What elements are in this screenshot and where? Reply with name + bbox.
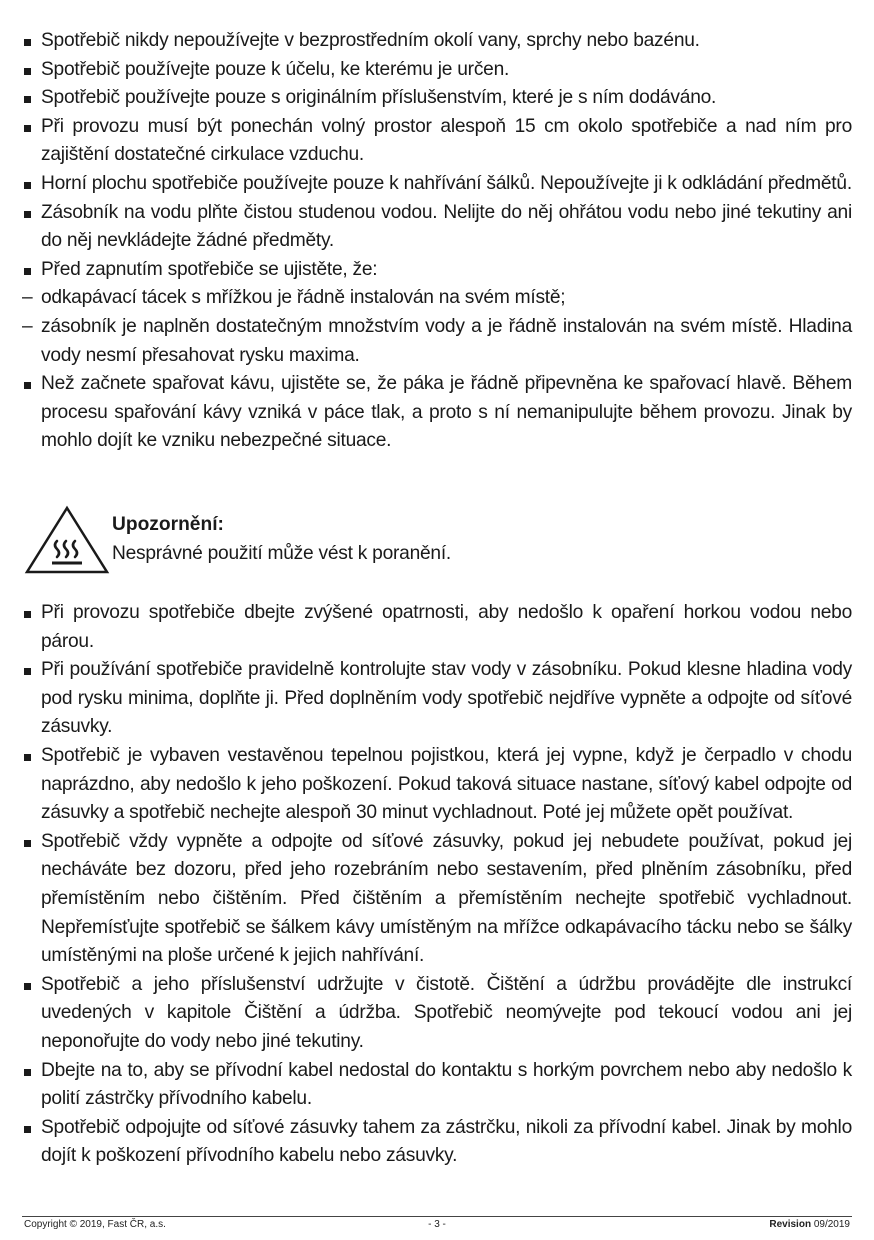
hot-surface-warning-icon: [24, 505, 110, 575]
list-item: [22, 256, 852, 285]
bullet-marker: [24, 39, 31, 46]
list-item-text: Než začnete spařovat kávu, ujistěte se, že páka je řádně připevněna ke spařovací hlavě. Během procesu spařování kávy vzniká v páce tlak, a proto s ní nemanipulujte během provozu. Jinak by mohlo dojít ke vzniku nebezpečné situace.: [41, 373, 852, 452]
bullet-marker: [24, 1126, 31, 1133]
dash-marker: –: [22, 287, 33, 309]
list-item-text: Zásobník na vodu plňte čistou studenou vodou. Nelijte do něj ohřátou vodu nebo jiné tekutiny ani do něj nevkládejte žádné předměty.: [41, 201, 852, 252]
bullet-marker: [24, 983, 31, 990]
list-item-text: Horní plochu spotřebiče používejte pouze k nahřívání šálků. Nepoužívejte ji k odkládání předmětů.: [41, 172, 852, 194]
list-item: [22, 170, 852, 199]
sub-list-item: [22, 284, 852, 313]
footer-revision-value: 09/2019: [813, 1219, 850, 1230]
list-item: [22, 742, 852, 828]
bullet-marker: [24, 1069, 31, 1076]
footer-revision-label: Revision: [769, 1219, 812, 1230]
list-item: [22, 370, 852, 456]
list-item-text: zásobník je naplněn dostatečným množstvím vody a je řádně instalován na svém místě. Hladina vody nesmí přesahovat rysku maxima.: [41, 315, 852, 366]
bullet-marker: [24, 611, 31, 618]
list-item: [22, 828, 852, 971]
bullet-marker: [24, 754, 31, 761]
bullet-marker: [24, 211, 31, 218]
bullet-marker: [24, 68, 31, 75]
list-item-text: Při provozu musí být ponechán volný prostor alespoň 15 cm okolo spotřebiče a nad ním pro zajištění dostatečné cirkulace vzduchu.: [41, 115, 852, 166]
safety-list-top: [22, 27, 852, 456]
list-item-text: Spotřebič je vybaven vestavěnou tepelnou pojistkou, která jej vypne, když je čerpadlo v chodu naprázdno, aby nedošlo k jeho poškození. Pokud taková situace nastane, síťový kabel odpojte od zásuvky a spotřebič nechejte alespoň 30 minut vychladnout. Poté jej můžete opět používat.: [41, 744, 852, 824]
bullet-marker: [24, 125, 31, 132]
list-item-text: Spotřebič odpojujte od síťové zásuvky tahem za zástrčku, nikoli za přívodní kabel. Jinak by mohlo dojít k poškození přívodního kabelu nebo zásuvky.: [41, 1116, 852, 1167]
list-item-text: Spotřebič používejte pouze s originálním příslušenstvím, které je s ním dodáváno.: [41, 87, 717, 109]
bullet-marker: [24, 668, 31, 675]
list-item-text: Spotřebič vždy vypněte a odpojte od síťové zásuvky, pokud jej nebudete používat, pokud jej necháváte bez dozoru, před jeho rozebráním nebo sestavením, před plněním zásobníku, před přemístěním nebo čištěním. Před čištěním a přemístěním nechejte spotřebič vychladnout. Nepřemísťujte spotřebič se šálkem kávy umístěným na mřížce odkapávacího tácku nebo se šálky umístěnými na ploše určené k jejich nahřívání.: [41, 830, 852, 967]
bullet-marker: [24, 382, 31, 389]
list-item-text: Spotřebič nikdy nepoužívejte v bezprostředním okolí vany, sprchy nebo bazénu.: [41, 30, 700, 51]
list-item-text: Spotřebič používejte pouze k účelu, ke kterému je určen.: [41, 58, 510, 80]
warning-title: Upozornění:: [112, 514, 224, 535]
list-item: [22, 56, 852, 85]
list-item: [22, 113, 852, 170]
list-item-text: Dbejte na to, aby se přívodní kabel nedostal do kontaktu s horkým povrchem nebo aby nedošlo k polití zástrčky přívodního kabelu.: [41, 1059, 852, 1110]
list-item: [22, 656, 852, 742]
list-item-text: Před zapnutím spotřebiče se ujistěte, že:: [41, 258, 378, 280]
list-item: [22, 599, 852, 656]
warning-text: Nesprávné použití může vést k poranění.: [112, 543, 452, 564]
footer-revision: [769, 1219, 850, 1230]
list-item-text: Při používání spotřebiče pravidelně kontrolujte stav vody v zásobníku. Pokud klesne hladina vody pod rysku minima, doplňte ji. Před doplněním vody spotřebič nejdříve vypněte a odpojte od síťové zásuvky.: [41, 659, 852, 738]
safety-list-bottom: [22, 599, 852, 1171]
bullet-marker: [24, 840, 31, 847]
bullet-marker: [24, 182, 31, 189]
list-item: [22, 199, 852, 256]
bullet-marker: [24, 96, 31, 103]
list-item: [22, 971, 852, 1057]
warning-block: [22, 505, 852, 577]
list-item: [22, 1057, 852, 1114]
list-item-text: Při provozu spotřebiče dbejte zvýšené opatrnosti, aby nedošlo k opaření horkou vodou nebo párou.: [41, 602, 852, 652]
bullet-marker: [24, 268, 31, 275]
footer-divider: [22, 1216, 852, 1217]
list-item: [22, 84, 852, 113]
footer-page-number: - 3 -: [428, 1219, 446, 1230]
list-item-text: Spotřebič a jeho příslušenství udržujte v čistotě. Čištění a údržbu provádějte dle instrukcí uvedených v kapitole Čištění a údržba. Spotřebič neomývejte pod tekoucí vodou ani jej neponořujte do vody nebo jiné tekutiny.: [41, 973, 852, 1052]
list-item-text: odkapávací tácek s mřížkou je řádně instalován na svém místě;: [41, 287, 566, 309]
list-item: [22, 1114, 852, 1171]
sub-list-item: [22, 313, 852, 370]
list-item: [22, 27, 852, 56]
dash-marker: –: [22, 315, 33, 337]
page-footer: [22, 1219, 852, 1235]
footer-copyright: Copyright © 2019, Fast ČR, a.s.: [24, 1219, 166, 1230]
